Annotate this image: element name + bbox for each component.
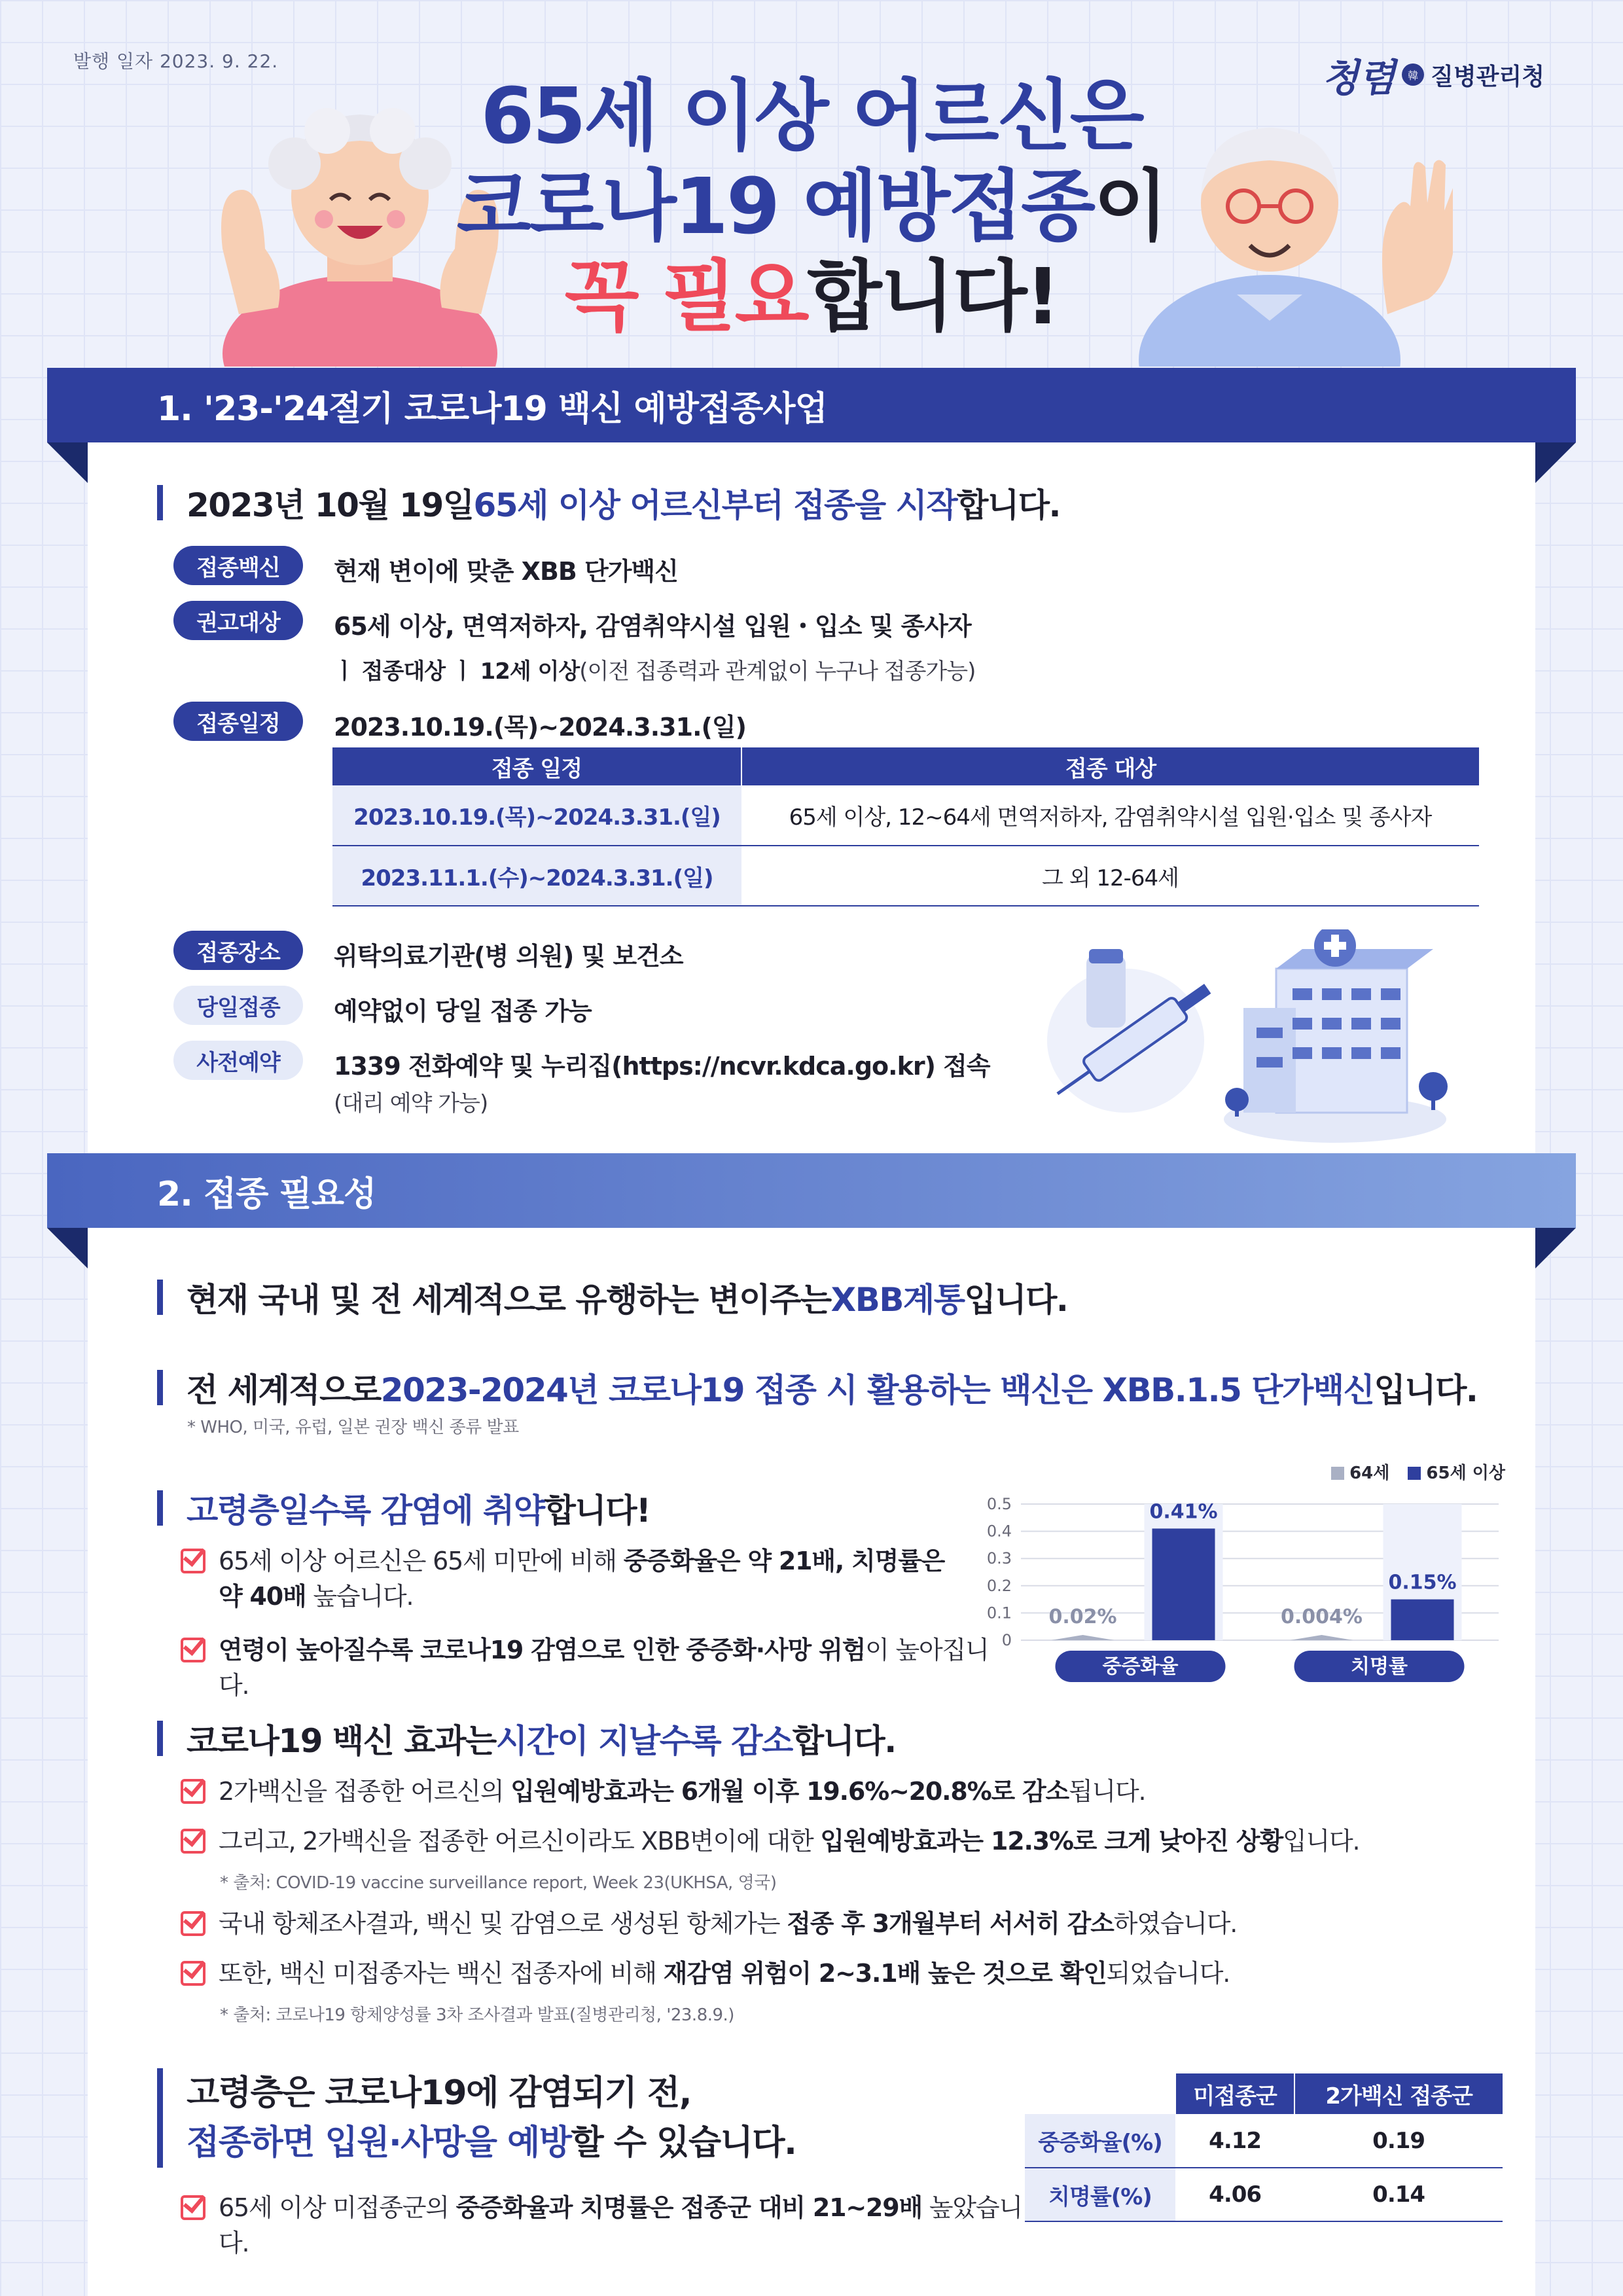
checkbox-icon xyxy=(181,1779,205,1804)
title-line-3-highlight: 꼭 필요 xyxy=(564,251,808,342)
heading-efficacy-highlight: 시간이 지날수록 감소 xyxy=(495,1722,793,1760)
row-header-severity: 중증화율(%) xyxy=(1025,2114,1175,2168)
section-1-title-bar: 1. '23-'24절기 코로나19 백신 예방접종사업 xyxy=(47,368,1576,442)
prevention-line-2 xyxy=(187,2118,796,2168)
heading-efficacy-pre: 코로나19 백신 효과는 xyxy=(187,1722,496,1760)
ribbon-fold-right xyxy=(1535,442,1576,483)
heading-elderly-vulnerable xyxy=(157,1484,650,1532)
text-bold: 입원예방효과는 12.3%로 크게 낮아진 상황 xyxy=(820,1827,1283,1856)
title-line-2-highlight: 코로나19 예방접종 xyxy=(456,161,1094,251)
check-item-text xyxy=(219,1632,1005,1703)
schedule-cell-target: 그 외 12-64세 xyxy=(741,846,1479,906)
comparison-table-header xyxy=(1025,2073,1503,2114)
text-rest-2: 높습니다. xyxy=(306,1582,414,1611)
check-item-text xyxy=(219,1774,1145,1809)
prevention-line-1-text: 고령층은 코로나19에 감염되기 전, xyxy=(187,2073,691,2113)
section-1-heading xyxy=(157,479,1060,526)
text-pre: 65세 이상 미접종군의 xyxy=(219,2193,456,2222)
checkbox-icon xyxy=(181,1829,205,1854)
sameday-text: 예약없이 당일 접종 가능 xyxy=(334,997,592,1026)
data-label: 0.15% xyxy=(1388,1571,1457,1594)
schedule-cell-target: 65세 이상, 12~64세 면역저하자, 감염취약시설 입원·입소 및 종사자 xyxy=(741,785,1479,846)
col-unvaccinated: 미접종군 xyxy=(1175,2073,1294,2114)
x-tick-label: 치명률 xyxy=(1351,1655,1408,1678)
heading-efficacy-decline xyxy=(157,1715,896,1762)
text-pre: 그리고, 2가백신을 접종한 어르신이라도 XBB변이에 대한 xyxy=(219,1827,821,1856)
data-label: 0.004% xyxy=(1281,1605,1363,1628)
data-label: 0.41% xyxy=(1149,1500,1218,1524)
heading-prevention xyxy=(157,2068,796,2168)
checkbox-icon xyxy=(181,1638,205,1662)
schedule-table xyxy=(332,747,1479,906)
y-tick-label: 0.4 xyxy=(986,1522,1012,1541)
y-tick-label: 0 xyxy=(1001,1631,1012,1649)
cell-value: 0.14 xyxy=(1294,2168,1503,2221)
vaccine-text: 현재 변이에 맞춘 XBB 단가백신 xyxy=(334,557,678,586)
title-line-2-rest: 이 xyxy=(1094,161,1167,251)
table-row xyxy=(332,785,1479,846)
y-tick-label: 0.1 xyxy=(986,1604,1012,1623)
title-line-3-rest: 합니다! xyxy=(807,251,1059,342)
text-post: 됩니다. xyxy=(1069,1777,1146,1806)
cell-value: 4.12 xyxy=(1175,2114,1294,2168)
cell-value: 4.06 xyxy=(1175,2168,1294,2221)
agency-name: 질병관리청 xyxy=(1431,63,1544,90)
heading-vaccine-type xyxy=(157,1364,1477,1411)
target-sub-rest: (이전 접종력과 관계없이 누구나 접종가능) xyxy=(579,658,976,685)
schedule-cell-date: 2023.10.19.(목)~2024.3.31.(일) xyxy=(332,785,741,846)
row-header-fatality: 치명률(%) xyxy=(1025,2168,1175,2221)
checkbox-icon xyxy=(181,1911,205,1936)
heading-vaccine-post: 입니다. xyxy=(1374,1371,1478,1409)
comparison-corner xyxy=(1025,2073,1175,2114)
table-row xyxy=(1025,2168,1503,2221)
label-sameday: 당일접종 xyxy=(173,986,303,1025)
reserve-subtext: (대리 예약 가능) xyxy=(334,1090,488,1117)
text-bold: 접종 후 3개월부터 서서히 감소 xyxy=(787,1909,1114,1938)
text-pre: 국내 항체조사결과, 백신 및 감염으로 생성된 항체가는 xyxy=(219,1909,787,1938)
legend-item-65plus xyxy=(1408,1460,1505,1484)
vaccine-note: * WHO, 미국, 유럽, 일본 권장 백신 종류 발표 xyxy=(187,1418,519,1437)
heading-variant-highlight: XBB계통 xyxy=(830,1281,965,1319)
heading-variant-pre: 현재 국내 및 전 세계적으로 유행하는 변이주는 xyxy=(187,1281,831,1319)
data-label: 0.02% xyxy=(1048,1605,1117,1628)
prevention-line-2-rest: 할 수 있습니다. xyxy=(571,2123,796,2162)
target-subtext xyxy=(334,653,975,685)
check-item-age-risk xyxy=(181,1632,1005,1703)
check-item-efficacy-xbb xyxy=(181,1823,1489,1859)
text-bold-2: 약 40배 xyxy=(219,1582,306,1611)
check-item-severity xyxy=(181,1543,966,1614)
legend-item-64 xyxy=(1331,1460,1389,1484)
text-pre: 2가백신을 접종한 어르신의 xyxy=(219,1777,511,1806)
ribbon-fold-right-2 xyxy=(1535,1228,1576,1268)
label-reserve: 사전예약 xyxy=(173,1041,303,1080)
heading-end: 합니다. xyxy=(957,486,1061,524)
ribbon-fold-left-2 xyxy=(47,1228,88,1268)
heading-elderly-highlight: 고령층일수록 감염에 취약 xyxy=(187,1492,544,1530)
vaccine-hospital-illustration xyxy=(1041,929,1459,1145)
heading-efficacy-post: 합니다. xyxy=(792,1722,896,1760)
chart-plot xyxy=(982,1486,1505,1695)
label-target: 권고대상 xyxy=(173,601,303,640)
prevention-highlight: 접종하면 입원·사망을 예방 xyxy=(187,2123,571,2162)
source-note-ukhsa: * 출처: COVID-19 vaccine surveillance report, Week 23(UKHSA, 영국) xyxy=(220,1873,777,1893)
title-line-1: 65세 이상 어르신은 xyxy=(480,71,1143,161)
check-item-text xyxy=(219,1823,1359,1859)
schedule-table-header xyxy=(332,747,1479,785)
source-note-kdca: * 출처: 코로나19 항체양성률 3차 조사결과 발표(질병관리청, '23.8.9.) xyxy=(220,2005,734,2025)
check-item-reinfection xyxy=(181,1956,1489,1991)
check-item-text xyxy=(219,2190,1031,2261)
text-post: 높았습니다. xyxy=(219,2193,1022,2257)
heading-elderly-post: 합니다! xyxy=(544,1492,651,1530)
reserve-text: 1339 전화예약 및 누리집(https://ncvr.kdca.go.kr) 접속 xyxy=(334,1052,990,1081)
text-bold: 연령이 높아질수록 코로나19 감염으로 인한 중증화·사망 위험 xyxy=(219,1636,866,1664)
schedule-col-date: 접종 일정 xyxy=(332,747,741,785)
checkbox-icon xyxy=(181,1549,205,1573)
text-pre: 또한, 백신 미접종자는 백신 접종자에 비해 xyxy=(219,1959,664,1988)
y-tick-label: 0.3 xyxy=(986,1549,1012,1568)
bar xyxy=(1291,1635,1353,1640)
heading-highlight: 65세 이상 어르신부터 접종을 시작 xyxy=(473,486,957,524)
schedule-cell-date: 2023.11.1.(수)~2024.3.31.(일) xyxy=(332,846,741,906)
check-item-unvaccinated xyxy=(181,2190,1031,2261)
text-post: 되었습니다. xyxy=(1106,1959,1230,1988)
heading-variant xyxy=(157,1274,1067,1321)
y-tick-label: 0.5 xyxy=(986,1495,1012,1513)
check-item-text xyxy=(219,1956,1230,1991)
heading-vaccine-pre: 전 세계적으로 xyxy=(187,1371,381,1409)
title-line-2 xyxy=(0,161,1623,251)
check-item-efficacy-6m xyxy=(181,1774,1489,1809)
col-bivalent: 2가백신 접종군 xyxy=(1294,2073,1503,2114)
text-post: 하였습니다. xyxy=(1113,1909,1238,1938)
check-item-antibody xyxy=(181,1906,1489,1941)
main-title xyxy=(0,71,1623,342)
x-tick-label: 중증화율 xyxy=(1102,1655,1179,1678)
check-item-text xyxy=(219,1906,1237,1941)
place-text: 위탁의료기관(병 의원) 및 보건소 xyxy=(334,942,683,971)
title-line-3 xyxy=(0,251,1623,342)
text-bold: 재감염 위험이 2~3.1배 높은 것으로 확인 xyxy=(663,1959,1107,1988)
logo-seal-icon: 韓 xyxy=(1402,63,1424,86)
prevention-line-1 xyxy=(187,2068,796,2118)
legend-label-65plus: 65세 이상 xyxy=(1426,1463,1505,1483)
target-text: 65세 이상, 면역저하자, 감염취약시설 입원・입소 및 종사자 xyxy=(334,612,971,641)
cell-value: 0.19 xyxy=(1294,2114,1503,2168)
legend-swatch-65plus xyxy=(1408,1467,1421,1480)
ribbon-fold-left xyxy=(47,442,88,483)
integrity-logo-script: 청렴 xyxy=(1322,56,1396,100)
heading-vaccine-highlight: 2023-2024년 코로나19 접종 시 활용하는 백신은 XBB.1.5 단가백신 xyxy=(380,1371,1374,1409)
label-vaccine: 접종백신 xyxy=(173,546,303,585)
bar xyxy=(1052,1635,1115,1640)
heading-variant-post: 입니다. xyxy=(964,1281,1068,1319)
text-bold: 입원예방효과는 6개월 이후 19.6%~20.8%로 감소 xyxy=(510,1777,1069,1806)
bar xyxy=(1152,1528,1215,1640)
schedule-col-target: 접종 대상 xyxy=(741,747,1479,785)
target-sub-bold: ㅣ 접종대상 ㅣ 12세 이상 xyxy=(334,658,580,685)
label-place: 접종장소 xyxy=(173,931,303,970)
chart-legend xyxy=(1331,1460,1505,1484)
schedule-text: 2023.10.19.(목)~2024.3.31.(일) xyxy=(334,713,746,742)
section-2-title-bar: 2. 접종 필요성 xyxy=(47,1153,1576,1228)
comparison-table xyxy=(1025,2073,1503,2222)
text-bold: 중증화율과 치명률은 접종군 대비 21~29배 xyxy=(455,2193,922,2222)
y-tick-label: 0.2 xyxy=(986,1576,1012,1595)
text-bold: 중증화율은 약 21배, 치명률은 xyxy=(623,1547,945,1575)
text-post: 이 높아집니다. xyxy=(219,1636,989,1700)
check-item-text xyxy=(219,1543,944,1614)
legend-label-64: 64세 xyxy=(1349,1463,1390,1483)
legend-swatch-64 xyxy=(1331,1467,1344,1480)
heading-date: 2023년 10월 19일 xyxy=(187,486,474,524)
table-row xyxy=(1025,2114,1503,2168)
severity-fatality-chart xyxy=(982,1460,1505,1695)
text-pre: 65세 이상 어르신은 65세 미만에 비해 xyxy=(219,1547,624,1575)
table-row xyxy=(332,846,1479,906)
text-post: 입니다. xyxy=(1282,1827,1360,1856)
bar xyxy=(1391,1600,1454,1640)
checkbox-icon xyxy=(181,2195,205,2220)
checkbox-icon xyxy=(181,1961,205,1986)
label-schedule: 접종일정 xyxy=(173,702,303,741)
publication-date: 발행 일자 2023. 9. 22. xyxy=(73,50,279,72)
